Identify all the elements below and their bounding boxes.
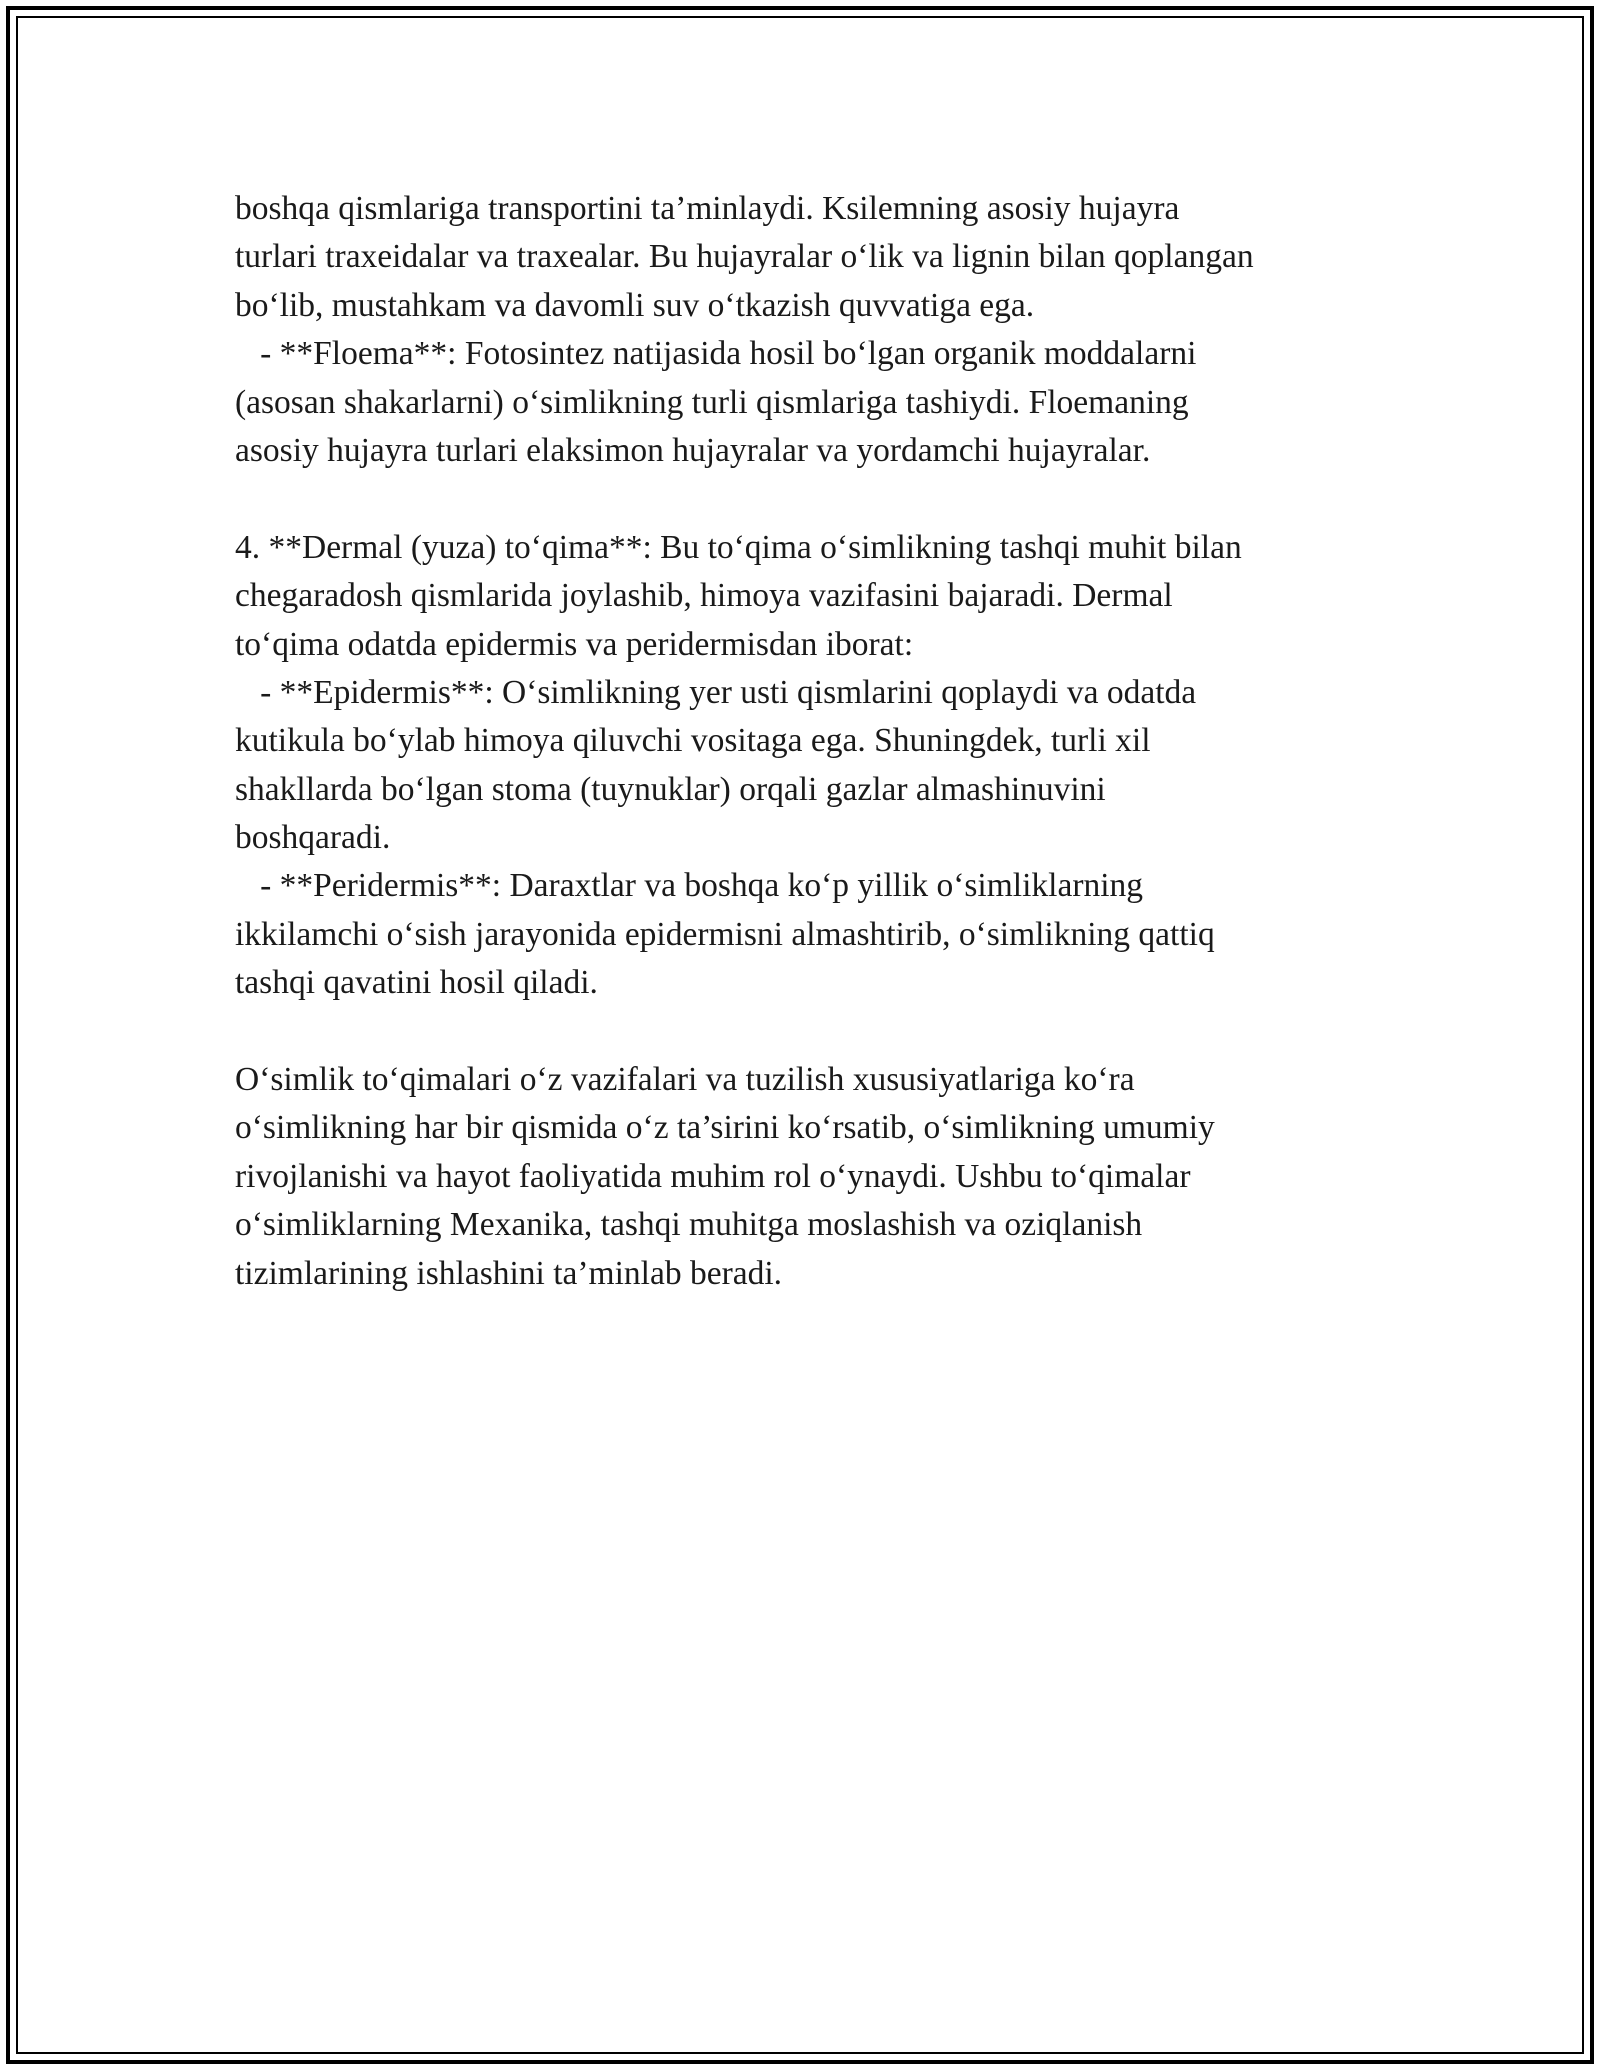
text-line: turlari traxeidalar va traxealar. Bu hujayralar o‘lik va lignin bilan qoplangan bbox=[235, 238, 1254, 276]
text-line: bo‘lib, mustahkam va davomli suv o‘tkazish quvvatiga ega. bbox=[235, 286, 1035, 324]
text-line: - **Floema**: Fotosintez natijasida hosil bo‘lgan organik moddalarni bbox=[235, 335, 1197, 373]
text-line: rivojlanishi va hayot faoliyatida muhim rol o‘ynaydi. Ushbu to‘qimalar bbox=[235, 1157, 1191, 1195]
text-line: o‘simliklarning Mexanika, tashqi muhitga moslashish va oziqlanish bbox=[235, 1206, 1143, 1244]
text-line: 4. **Dermal (yuza) to‘qima**: Bu to‘qima o‘simlikning tashqi muhit bilan bbox=[235, 528, 1242, 566]
text-line: boshqaradi. bbox=[235, 819, 391, 857]
text-line: - **Peridermis**: Daraxtlar va boshqa ko‘p yillik o‘simliklarning bbox=[235, 867, 1144, 905]
document-body bbox=[235, 185, 1385, 1298]
text-line: o‘simlikning har bir qismida o‘z ta’sirini ko‘rsatib, o‘simlikning umumiy bbox=[235, 1109, 1215, 1147]
text-line: boshqa qismlariga transportini ta’minlaydi. Ksilemning asosiy hujayra bbox=[235, 190, 1180, 227]
paragraph-spacer bbox=[235, 1008, 1385, 1056]
text-line: chegaradosh qismlarida joylashib, himoya vazifasini bajaradi. Dermal bbox=[235, 577, 1173, 615]
text-line: - **Epidermis**: O‘simlikning yer usti qismlarini qoplaydi va odatda bbox=[235, 673, 1197, 711]
text-line: to‘qima odatda epidermis va peridermisdan iborat: bbox=[235, 625, 914, 663]
text-line: tashqi qavatini hosil qiladi. bbox=[235, 964, 598, 1002]
text-line: kutikula bo‘ylab himoya qiluvchi vositaga ega. Shuningdek, turli xil bbox=[235, 722, 1151, 760]
paragraph-spacer bbox=[235, 475, 1385, 523]
text-line: tizimlarining ishlashini ta’minlab beradi. bbox=[235, 1254, 783, 1292]
text-line: (asosan shakarlarni) o‘simlikning turli qismlariga tashiydi. Floemaning bbox=[235, 383, 1189, 421]
text-line: ikkilamchi o‘sish jarayonida epidermisni almashtirib, o‘simlikning qattiq bbox=[235, 915, 1215, 953]
text-line: O‘simlik to‘qimalari o‘z vazifalari va tuzilish xususiyatlariga ko‘ra bbox=[235, 1061, 1135, 1099]
text-line: asosiy hujayra turlari elaksimon hujayralar va yordamchi hujayralar. bbox=[235, 431, 1151, 469]
text-line: shakllarda bo‘lgan stoma (tuynuklar) orqali gazlar almashinuvini bbox=[235, 770, 1106, 808]
